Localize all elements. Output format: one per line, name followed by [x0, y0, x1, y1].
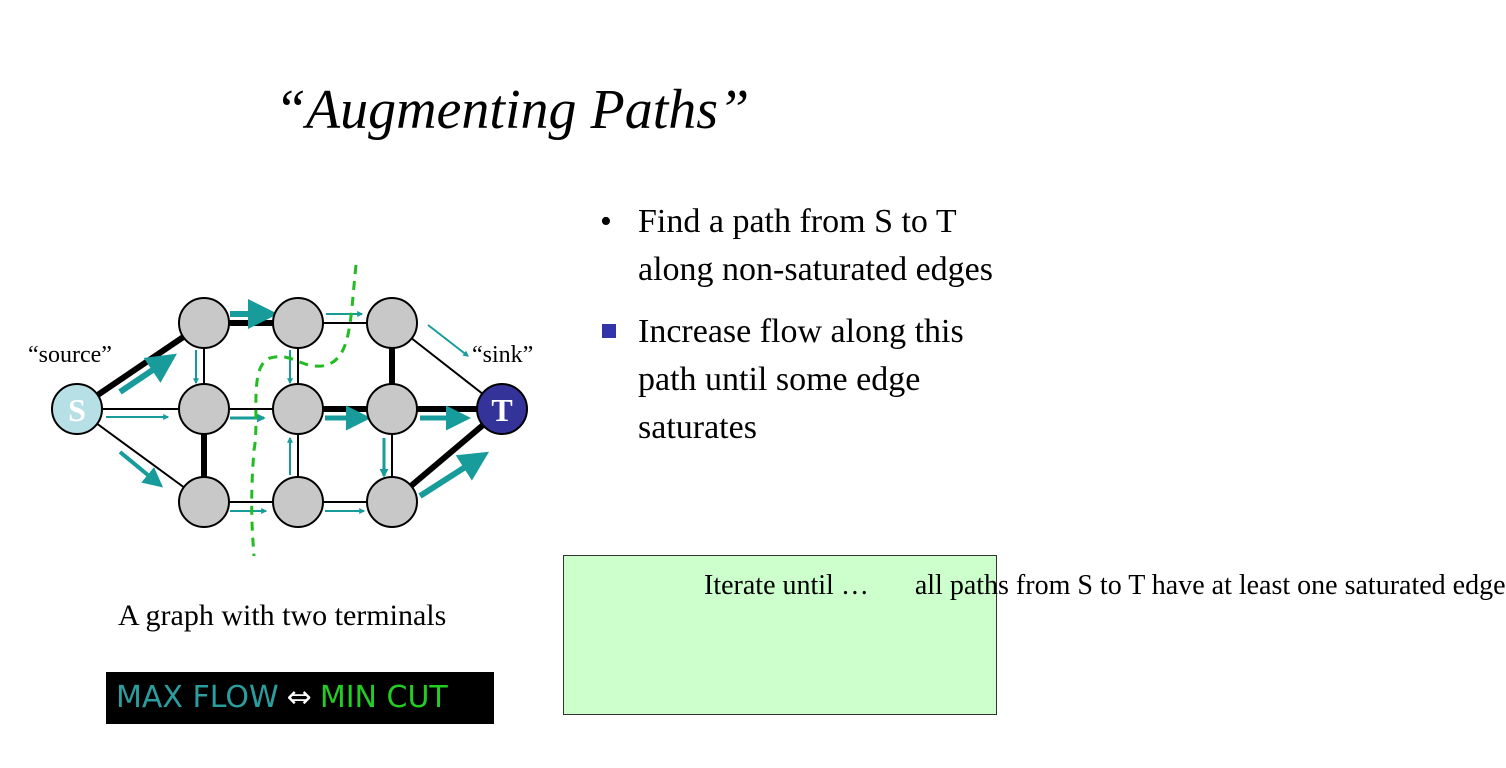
slide-title: “Augmenting Paths” — [274, 79, 750, 141]
graph-node — [179, 298, 229, 348]
bullet-item — [600, 308, 1010, 452]
graph-node — [179, 477, 229, 527]
note-text-part2: all paths from S to T have at least one saturated edge — [914, 570, 1506, 601]
graph-nodes — [52, 298, 527, 527]
flow-arrow — [428, 325, 468, 356]
note-text-part1: Iterate until … — [704, 570, 869, 601]
sink-label: “sink” — [472, 342, 534, 368]
bullet-item — [600, 198, 1010, 294]
graph-node — [367, 477, 417, 527]
flow-arrow — [420, 455, 484, 496]
source-label: “source” — [28, 342, 112, 368]
bullet-marker: • — [600, 203, 612, 240]
square-bullet-icon — [602, 324, 616, 338]
sink-node-label: T — [491, 392, 513, 428]
iterate-note-box — [563, 555, 1506, 715]
graph-node — [179, 384, 229, 434]
graph-node — [367, 384, 417, 434]
graph-node — [273, 298, 323, 348]
bullet-text: Find a path from S to T along non-saturated edges — [638, 203, 993, 288]
graph-node — [273, 477, 323, 527]
bullet-list — [600, 198, 1010, 466]
source-node-label: S — [68, 392, 86, 428]
graph-node — [367, 298, 417, 348]
flow-arrow — [120, 452, 160, 485]
min-cut-label: MIN CUT — [319, 680, 448, 715]
bullet-text: Increase flow along this path until some edge saturates — [638, 313, 964, 446]
maxflow-mincut-banner — [106, 672, 494, 724]
diagram-caption: A graph with two terminals — [118, 599, 447, 632]
graph-node — [273, 384, 323, 434]
equivalence-icon: ⇔ — [286, 680, 312, 715]
max-flow-label: MAX FLOW — [116, 680, 279, 715]
